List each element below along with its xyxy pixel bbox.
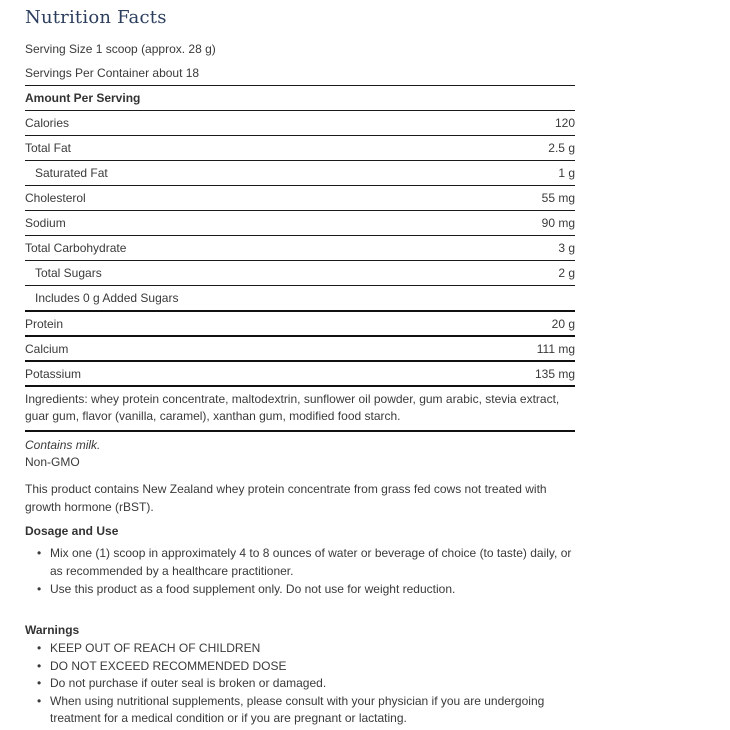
ingredients-text: Ingredients: whey protein concentrate, maltodextrin, sunflower oil powder, gum arabic, stevia extract, guar gum, flavor (vanilla, caramel), xanthan gum, modified food starch. bbox=[25, 385, 575, 432]
nutrient-label: Sodium bbox=[25, 216, 66, 230]
nutrient-label: Saturated Fat bbox=[35, 166, 108, 180]
nutrient-row-potassium bbox=[25, 360, 575, 385]
dosage-item-text: Mix one (1) scoop in approximately 4 to 8 ounces of water or beverage of choice (to taste) daily, or as recommended by a healthcare practitioner. bbox=[50, 546, 572, 578]
nutrient-row-saturated-fat bbox=[25, 160, 575, 185]
warning-item bbox=[37, 675, 575, 693]
nutrient-label: Includes 0 g Added Sugars bbox=[35, 291, 179, 305]
dosage-heading: Dosage and Use bbox=[25, 524, 119, 538]
nutrient-row-calcium bbox=[25, 335, 575, 360]
servings-per-container: Servings Per Container about 18 bbox=[25, 66, 200, 80]
nutrient-label: Total Carbohydrate bbox=[25, 241, 127, 255]
warnings-heading: Warnings bbox=[25, 623, 80, 637]
bullet-icon: • bbox=[37, 676, 42, 690]
nutrient-row-total-fat bbox=[25, 135, 575, 160]
nutrient-value: 2 g bbox=[558, 266, 575, 280]
bullet-icon: • bbox=[37, 582, 42, 596]
nutrient-label: Cholesterol bbox=[25, 191, 86, 205]
nutrient-value: 90 mg bbox=[541, 216, 575, 230]
nutrient-value: 120 bbox=[554, 116, 575, 130]
dosage-item bbox=[37, 580, 575, 598]
nutrient-value: 135 mg bbox=[534, 366, 575, 381]
amount-per-serving-header bbox=[25, 85, 575, 110]
nutrient-label: Calcium bbox=[25, 341, 69, 356]
bullet-icon: • bbox=[37, 658, 42, 673]
nutrient-row-added-sugars bbox=[25, 285, 575, 310]
warning-item bbox=[37, 658, 575, 676]
nutrient-row-sodium bbox=[25, 210, 575, 235]
nutrient-row-calories bbox=[25, 110, 575, 135]
nutrient-label: Total Sugars bbox=[35, 266, 102, 280]
product-description: This product contains New Zealand whey protein concentrate from grass fed cows not treated with growth hormone (rBST). bbox=[25, 482, 547, 514]
warning-item-text: When using nutritional supplements, please consult with your physician if you are undergoing treatment for a medical condition or if you are pregnant or lactating. bbox=[50, 693, 545, 725]
page-title: Nutrition Facts bbox=[25, 7, 167, 28]
dosage-item-text: Use this product as a food supplement only. Do not use for weight reduction. bbox=[50, 582, 456, 596]
dosage-item bbox=[37, 544, 575, 580]
nutrient-label: Total Fat bbox=[25, 141, 72, 155]
nutrient-row-total-carbohydrate bbox=[25, 235, 575, 260]
nutrient-value: 55 mg bbox=[541, 191, 575, 205]
nutrient-row-cholesterol bbox=[25, 185, 575, 210]
bullet-icon: • bbox=[37, 546, 42, 560]
amount-header-label: Amount Per Serving bbox=[25, 91, 141, 105]
allergen-statement: Contains milk. bbox=[25, 438, 101, 452]
nutrient-label: Potassium bbox=[25, 366, 82, 381]
warnings-list bbox=[25, 640, 575, 728]
nutrient-label: Calories bbox=[25, 116, 70, 130]
nutrient-value: 111 mg bbox=[536, 341, 575, 356]
nutrient-label: Protein bbox=[25, 316, 64, 331]
nutrient-row-protein bbox=[25, 310, 575, 335]
dosage-list bbox=[25, 544, 575, 598]
bullet-icon: • bbox=[37, 693, 42, 708]
warning-item-text: KEEP OUT OF REACH OF CHILDREN bbox=[50, 641, 261, 655]
warning-item-text: DO NOT EXCEED RECOMMENDED DOSE bbox=[50, 658, 287, 673]
warning-item bbox=[37, 693, 575, 728]
nutrient-value: 20 g bbox=[551, 316, 575, 331]
nutrient-value: 1 g bbox=[558, 166, 575, 180]
serving-size: Serving Size 1 scoop (approx. 28 g) bbox=[25, 42, 216, 56]
nutrient-value: 2.5 g bbox=[548, 141, 575, 155]
warning-item bbox=[37, 640, 575, 658]
bullet-icon: • bbox=[37, 641, 42, 655]
nutrition-panel bbox=[25, 0, 575, 728]
nutrient-row-total-sugars bbox=[25, 260, 575, 285]
nutrient-value: 3 g bbox=[558, 241, 575, 255]
non-gmo-label: Non-GMO bbox=[25, 455, 80, 469]
warning-item-text: Do not purchase if outer seal is broken or damaged. bbox=[50, 676, 327, 690]
